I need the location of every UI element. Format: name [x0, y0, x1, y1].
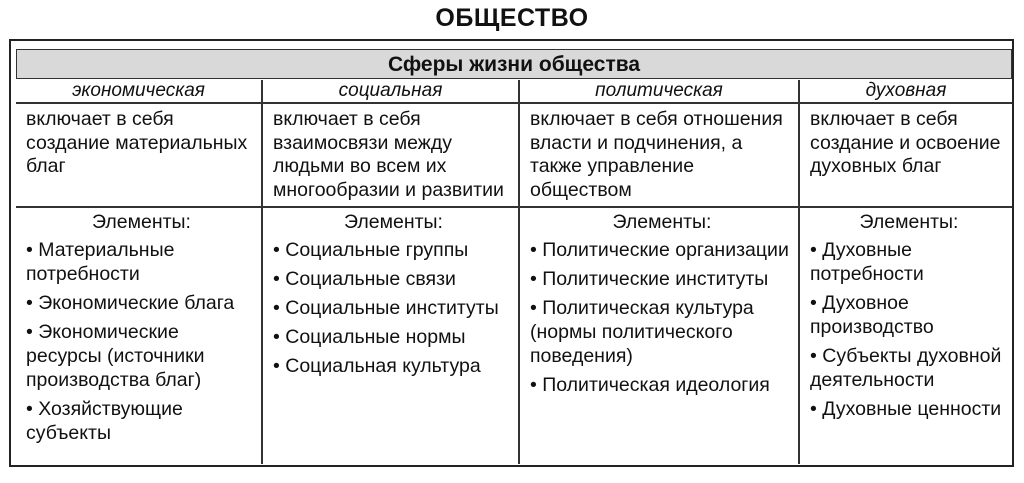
list-item: • Духовные потребности [810, 238, 1008, 286]
elements-section [520, 210, 798, 397]
elements-list [530, 238, 794, 397]
list-item: • Политические институты [530, 267, 794, 291]
elements-heading: Элементы: [92, 211, 191, 233]
list-item: • Экономические ресурсы (источники производства благ) [26, 320, 257, 392]
list-item: • Социальные связи [273, 267, 514, 291]
list-item: • Социальные нормы [273, 325, 514, 349]
page-title: ОБЩЕСТВО [435, 4, 589, 32]
list-item: • Политическая культура (нормы политического поведения) [530, 296, 794, 368]
list-item: • Социальные группы [273, 238, 514, 262]
elements-list [26, 238, 257, 445]
elements-list [273, 238, 514, 378]
list-item: • Экономические блага [26, 291, 257, 315]
column-spiritual [798, 80, 1012, 464]
elements-section [263, 210, 518, 378]
column-social [261, 80, 518, 464]
column-heading: политическая [520, 80, 798, 104]
column-heading: духовная [800, 80, 1012, 104]
column-heading: экономическая [16, 80, 261, 104]
elements-section [16, 210, 261, 445]
list-item: • Социальные институты [273, 296, 514, 320]
column-economic [16, 80, 261, 464]
column-description: включает в себя создание материальных благ [16, 104, 261, 208]
list-item: • Субъекты духовной деятельности [810, 344, 1008, 392]
list-item: • Политические организации [530, 238, 794, 262]
list-item: • Материальные потребности [26, 238, 257, 286]
column-description: включает в себя создание и освоение духовных благ [800, 104, 1012, 208]
list-item: • Духовное производство [810, 291, 1008, 339]
elements-section [800, 210, 1012, 421]
column-heading: социальная [263, 80, 518, 104]
list-item: • Политическая идеология [530, 373, 794, 397]
column-political [518, 80, 798, 464]
elements-list [810, 238, 1008, 421]
column-description: включает в себя взаимосвязи между людьми во всем их многообразии и развитии [263, 104, 518, 208]
list-item: • Хозяйствующие субъекты [26, 397, 257, 445]
column-description: включает в себя отношения власти и подчинения, а также управление обществом [520, 104, 798, 208]
elements-heading: Элементы: [859, 211, 959, 233]
list-item: • Социальная культура [273, 354, 514, 378]
elements-heading: Элементы: [344, 211, 443, 233]
elements-heading: Элементы: [612, 211, 712, 233]
spheres-header: Сферы жизни общества [16, 49, 1012, 79]
list-item: • Духовные ценности [810, 397, 1008, 421]
